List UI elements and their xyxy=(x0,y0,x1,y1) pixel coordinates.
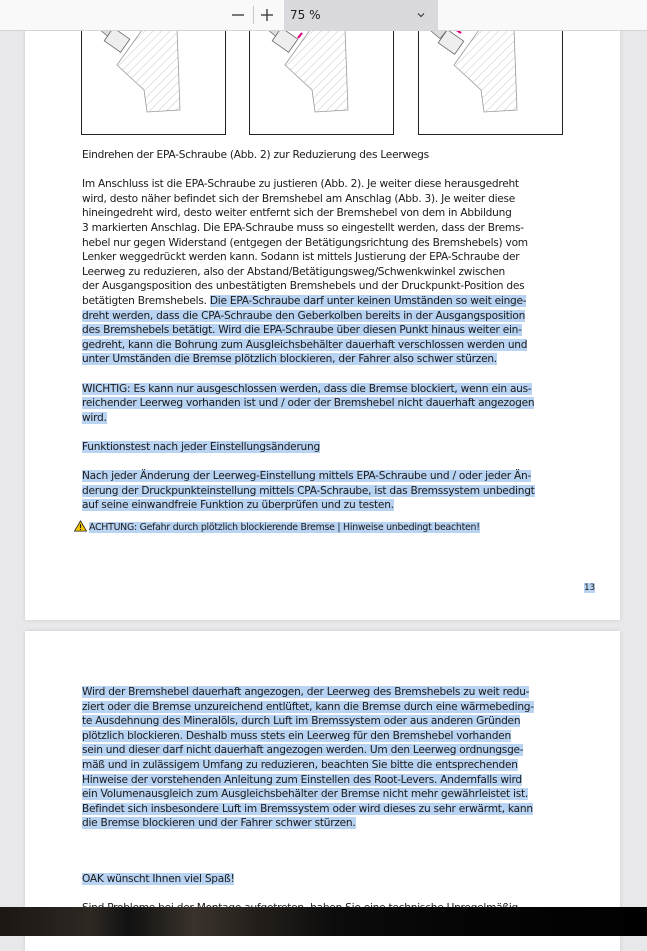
toolbar-divider xyxy=(253,6,254,24)
desktop-background-strip xyxy=(0,907,647,936)
selected-text[interactable]: Befindet sich insbesondere Luft im Bremssystem oder wird dieses zu sehr erwärmt, kann xyxy=(82,802,533,815)
section-heading: Eindrehen der EPA-Schraube (Abb. 2) zur Reduzierung des Leerwegs xyxy=(82,149,429,161)
section-heading-function-test[interactable]: Funktionstest nach jeder Einstellungsänderung xyxy=(82,440,320,453)
plain-text: betätigten Bremshebels. xyxy=(82,294,210,307)
paragraph-line: hebel nur gegen Widerstand (entgegen der Betätigungsrichtung des Bremshebels) vom xyxy=(82,236,528,249)
pdf-page-14 xyxy=(25,631,620,951)
selected-text[interactable]: mäß und in zulässigem Umfang zu reduzieren, beachten Sie bitte die entsprechenden xyxy=(82,758,518,771)
paragraph-line: 3 markierten Anschlag. Die EPA-Schraube muss so eingestellt werden, dass der Brems- xyxy=(82,221,524,234)
warning-triangle-icon xyxy=(74,520,87,532)
paragraph-line: Leerweg zu reduzieren, also der Abstand/Betätigungsweg/Schwenkwinkel zwischen xyxy=(82,265,505,278)
page-number-value: 13 xyxy=(584,583,595,593)
plus-icon xyxy=(260,8,274,22)
warning-text[interactable]: ACHTUNG: Gefahr durch plötzlich blockierende Bremse | Hinweise unbedingt beachten! xyxy=(89,522,480,533)
closing-text[interactable]: OAK wünscht Ihnen viel Spaß! xyxy=(82,873,235,885)
page-number xyxy=(584,583,595,593)
pdf-page-13 xyxy=(25,0,620,620)
important-note[interactable]: wird. xyxy=(82,411,107,424)
selected-text[interactable]: Die EPA-Schraube darf unter keinen Umständen so weit einge- xyxy=(209,294,527,307)
epa-marker xyxy=(298,33,302,38)
paragraph-line: der Ausgangsposition des unbestätigten Bremshebels und der Druckpunkt-Position des xyxy=(82,280,525,293)
chevron-down-icon xyxy=(416,10,426,20)
page13-body xyxy=(82,148,564,513)
closing-line xyxy=(82,872,564,887)
selected-text[interactable]: sein und dieser darf nicht dauerhaft angezogen werden. Um den Leerweg ordnungsge- xyxy=(82,744,524,757)
zoom-level-select[interactable] xyxy=(284,0,438,30)
important-note[interactable]: reichender Leerweg vorhanden ist und / oder der Bremshebel nicht dauerhaft angezogen xyxy=(82,397,535,410)
selected-text[interactable]: Nach jeder Änderung der Leerweg-Einstellung mittels EPA-Schraube und / oder jeder Än- xyxy=(82,470,532,483)
selected-text[interactable]: dreht werden, dass die CPA-Schraube den Geberkolben bereits in der Ausgangsposition xyxy=(82,309,526,322)
selected-text[interactable]: ein Volumenausgleich zum Ausgleichsbehälter der Bremse nicht mehr gewährleistet ist. xyxy=(82,788,528,801)
page14-body xyxy=(82,685,564,831)
pdf-toolbar xyxy=(0,0,647,31)
warning-line xyxy=(74,520,556,536)
minus-icon xyxy=(231,8,245,22)
selected-text[interactable]: Wird der Bremshebel dauerhaft angezogen, der Leerweg des Bremshebels zu weit redu- xyxy=(82,686,530,698)
paragraph-line: wird, desto näher befindet sich der Bremshebel am Anschlag (Abb. 3). Je weiter diese xyxy=(82,192,516,205)
selected-text[interactable]: auf seine einwandfreie Funktion zu überprüfen und zu testen. xyxy=(82,499,394,512)
selected-text[interactable]: des Bremshebels betätigt. Wird die EPA-Schraube über diesen Punkt hinaus weiter ein- xyxy=(82,324,522,337)
paragraph-line xyxy=(82,294,564,309)
zoom-level-value: 75 % xyxy=(290,8,321,22)
selected-text[interactable]: te Ausdehnung des Mineralöls, durch Luft im Bremssystem oder aus anderen Gründen xyxy=(82,715,521,728)
selected-text[interactable]: ziert oder die Bremse unzureichend entlüftet, kann die Bremse durch eine wärmebeding- xyxy=(82,700,534,713)
selected-text[interactable]: plötzlich blockieren. Deshalb muss stets ein Leerweg für den Bremshebel vorhanden xyxy=(82,729,511,742)
selected-text[interactable]: die Bremse blockieren und der Fahrer schwer stürzen. xyxy=(82,817,356,830)
selected-text[interactable]: unter Umständen die Bremse plötzlich blockieren, der Fahrer also schwer stürzen. xyxy=(82,353,497,366)
selected-text[interactable]: Hinweise der vorstehenden Anleitung zum Einstellen des Root-Levers. Andernfalls wird xyxy=(82,773,522,786)
important-note[interactable]: WICHTIG: Es kann nur ausgeschlossen werden, dass die Bremse blockiert, wenn ein aus- xyxy=(82,382,532,395)
paragraph-line: hineingedreht wird, desto weiter entfernt sich der Bremshebel von dem in Abbildung xyxy=(82,207,512,220)
selected-text[interactable]: derung der Druckpunkteinstellung mittels CPA-Schraube, ist das Bremssystem unbedingt xyxy=(82,484,535,497)
paragraph-line: Lenker weggedrückt werden kann. Sodann ist mittels Justierung der EPA-Schraube der xyxy=(82,251,520,264)
zoom-in-button[interactable] xyxy=(255,3,279,27)
zoom-out-button[interactable] xyxy=(226,3,250,27)
paragraph-line: Im Anschluss ist die EPA-Schraube zu justieren (Abb. 2). Je weiter diese herausgedreht xyxy=(82,178,519,191)
selected-text[interactable]: gedreht, kann die Bohrung zum Ausgleichsbehälter dauerhaft verschlossen werden und xyxy=(82,338,528,351)
